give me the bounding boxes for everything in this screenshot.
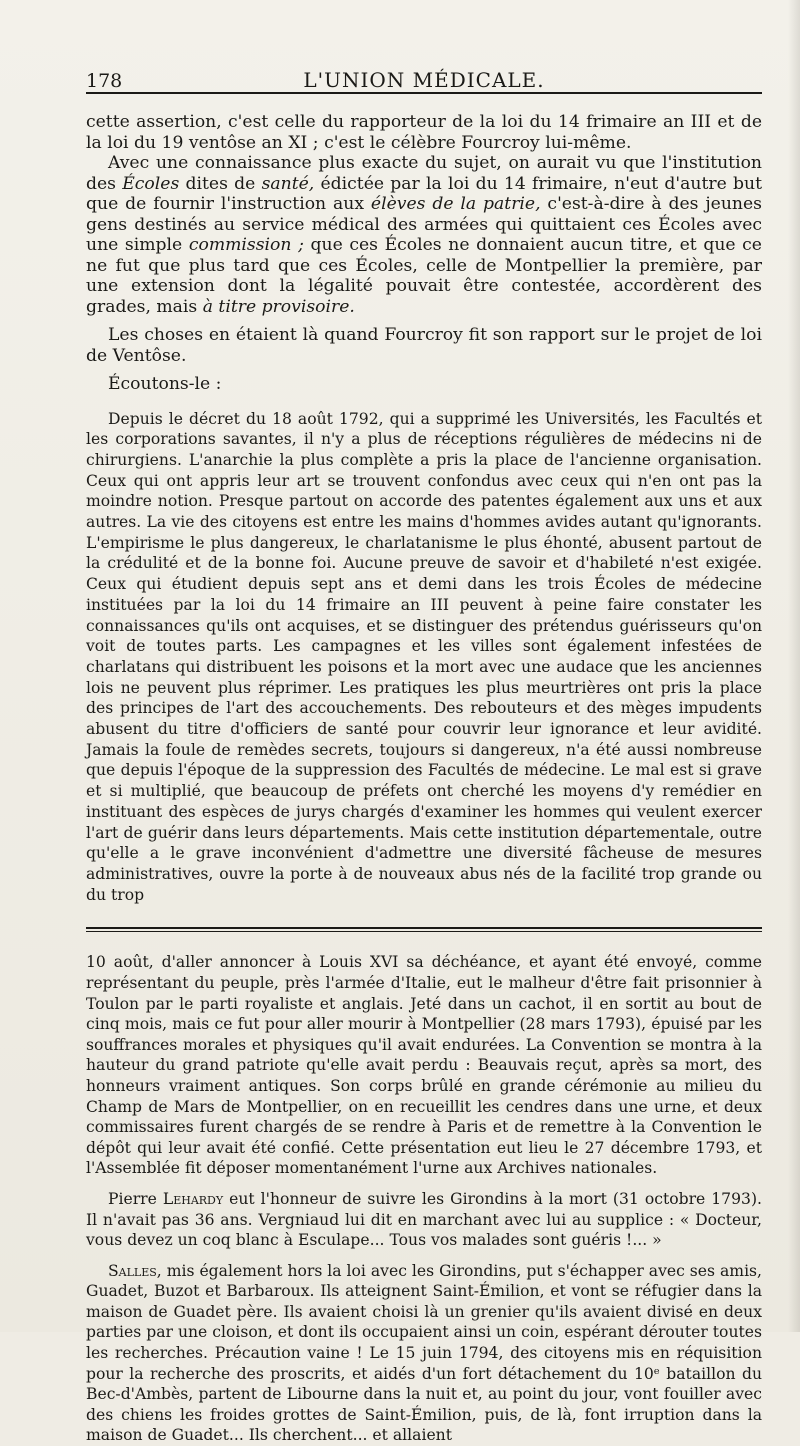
paragraph-ecoutons: Écoutons-le :: [108, 374, 222, 394]
italic-ecoles: Écoles: [122, 173, 180, 194]
footnote-lehardy: Pierre Lehardy eut l'honneur de suivre les Girondins à la mort (31 octobre 1793). Il n'avait pas 36 ans. Vergniaud lui dit en marchant avec lui au supplice : « Docteur, vous devez un coq blanc à Esculape... Tous vos malades sont guéris !... »: [86, 1189, 762, 1250]
italic-eleves-de-la-patrie: élèves de la patrie,: [370, 194, 541, 214]
name-lehardy: Lehardy: [162, 1189, 224, 1208]
paragraph-fourcroy-rapport: Les choses en étaient là quand Fourcroy fit son rapport sur le projet de loi de Ventôse.: [86, 325, 762, 366]
italic-commission: commission ;: [188, 235, 304, 255]
quote-text: Depuis le décret du 18 août 1792, qui a supprimé les Universités, les Facultés et les corporations savantes, il n'y a plus de réceptions régulières de médecins ni de chirurgiens. L'anarchie la plus complète a pris la place de l'ancienne organisation. Ceux qui ont appris leur art se trouvent confondus avec ceux qui n'en ont pas la moindre notion. Presque partout on accorde des patentes également aux uns et aux autres. La vie des citoyens est entre les mains d'hommes avides autant qu'ignorants. L'empirisme le plus dangereux, le charlatanisme le plus éhonté, abusent partout de la crédulité et de la bonne foi. Aucune preuve de savoir et d'habileté n'est exigée. Ceux qui étudient depuis sept ans et demi dans les trois Écoles de médecine instituées par la loi du 14 frimaire an III peuvent à peine faire constater les connaissances qu'ils ont acquises, et se distinguer des prétendus guérisseurs qu'on voit de toutes parts. Les campagnes et les villes sont également infestées de charlatans qui distribuent les poisons et la mort avec une audace que les anciennes lois ne peuvent plus réprimer. Les pratiques les plus meurtrières ont pris la place des principes de l'art des accouchements. Des rebouteurs et des mèges impudents abusent du titre d'officiers de santé pour couvrir leur ignorance et leur avidité. Jamais la foule de remèdes secrets, toujours si dangereux, n'a été aussi nombreuse que depuis l'époque de la suppression des Facultés de médecine. Le mal est si grave et si multiplié, que beaucoup de préfets ont cherché les moyens d'y remédier en instituant des espèces de jurys chargés d'examiner les hommes qui veulent exercer l'art de guérir dans leurs départements. Mais cette institution départementale, outre qu'elle a le grave inconvénient d'admettre une diversité fâcheuse de mesures administratives, ouvre la porte à de nouveaux abus nés de la facilité trop grande ou du trop: [86, 409, 762, 904]
page-number: 178: [86, 70, 123, 92]
name-salles: Salles,: [108, 1261, 162, 1280]
quoted-report: [86, 409, 762, 906]
page-edge-shadow: [788, 0, 800, 1332]
main-text: [86, 112, 762, 395]
footnotes: [86, 952, 762, 1446]
footnote-rule-thick: [86, 927, 762, 929]
paragraph-ecoles-de-sante: Avec une connaissance plus exacte du sujet, on aurait vu que l'institution des Écoles dites de santé, édictée par la loi du 14 frimaire, n'eut d'autre but que de fournir l'instruction aux élèves de la patrie, c'est-à-dire à des jeunes gens destinés au service médical des armées qui quittaient ces Écoles avec une simple commission ; que ces Écoles ne donnaient aucun titre, et que ce ne fut que plus tard que ces Écoles, celle de Montpellier la première, par une extension dont la légalité pouvait être contestée, accordèrent des grades, mais à titre provisoire.: [86, 153, 762, 317]
footnote-beauvais: 10 août, d'aller annoncer à Louis XVI sa déchéance, et ayant été envoyé, comme représentant du peuple, près l'armée d'Italie, eut le malheur d'être fait prisonnier à Toulon par le parti royaliste et anglais. Jeté dans un cachot, il en sortit au bout de cinq mois, mais ce fut pour aller mourir à Montpellier (28 mars 1793), épuisé par les souffrances morales et physiques qu'il avait endurées. La Convention se montra à la hauteur du grand patriote qu'elle avait perdu : Beauvais reçut, après sa mort, des honneurs vraiment antiques. Son corps brûlé en grande cérémonie au milieu du Champ de Mars de Montpellier, on en recueillit les cendres dans une urne, et deux commissaires furent chargés de se rendre à Paris et de remettre à la Convention le dépôt qui leur avait été confié. Cette présentation eut lieu le 27 décembre 1793, et l'Assemblée fit déposer momentanément l'urne aux Archives nationales.: [86, 953, 762, 1178]
footnote-salles: Salles, mis également hors la loi avec les Girondins, put s'échapper avec ses amis, Guadet, Buzot et Barbaroux. Ils atteignent Saint-Émilion, et vont se réfugier dans la maison de Guadet père. Ils avaient choisi là un grenier qu'ils avaient divisé en deux parties par une cloison, et dont ils occupaient ainsi un coin, espérant dérouter toutes les recherches. Précaution vaine ! Le 15 juin 1794, des citoyens mis en réquisition pour la recherche des proscrits, et aidés d'un fort détachement du 10ᵉ bataillon du Bec-d'Ambès, partent de Libourne dans la nuit et, au point du jour, vont fouiller avec des chiens les froides grottes de Saint-Émilion, puis, de là, font irruption dans la maison de Guadet... Ils cherchent... et allaient: [86, 1261, 763, 1445]
journal-title: L'UNION MÉDICALE.: [303, 68, 545, 92]
italic-sante: santé,: [261, 173, 315, 194]
paragraph-assertion: cette assertion, c'est celle du rapporteur de la loi du 14 frimaire an III et de la loi du 19 ventôse an XI ; c'est le célèbre Fourcroy lui-même.: [86, 112, 762, 153]
footnote-rule-thin: [86, 931, 762, 932]
running-head: [86, 58, 762, 94]
italic-a-titre-provisoire: à titre provisoire.: [202, 296, 355, 317]
